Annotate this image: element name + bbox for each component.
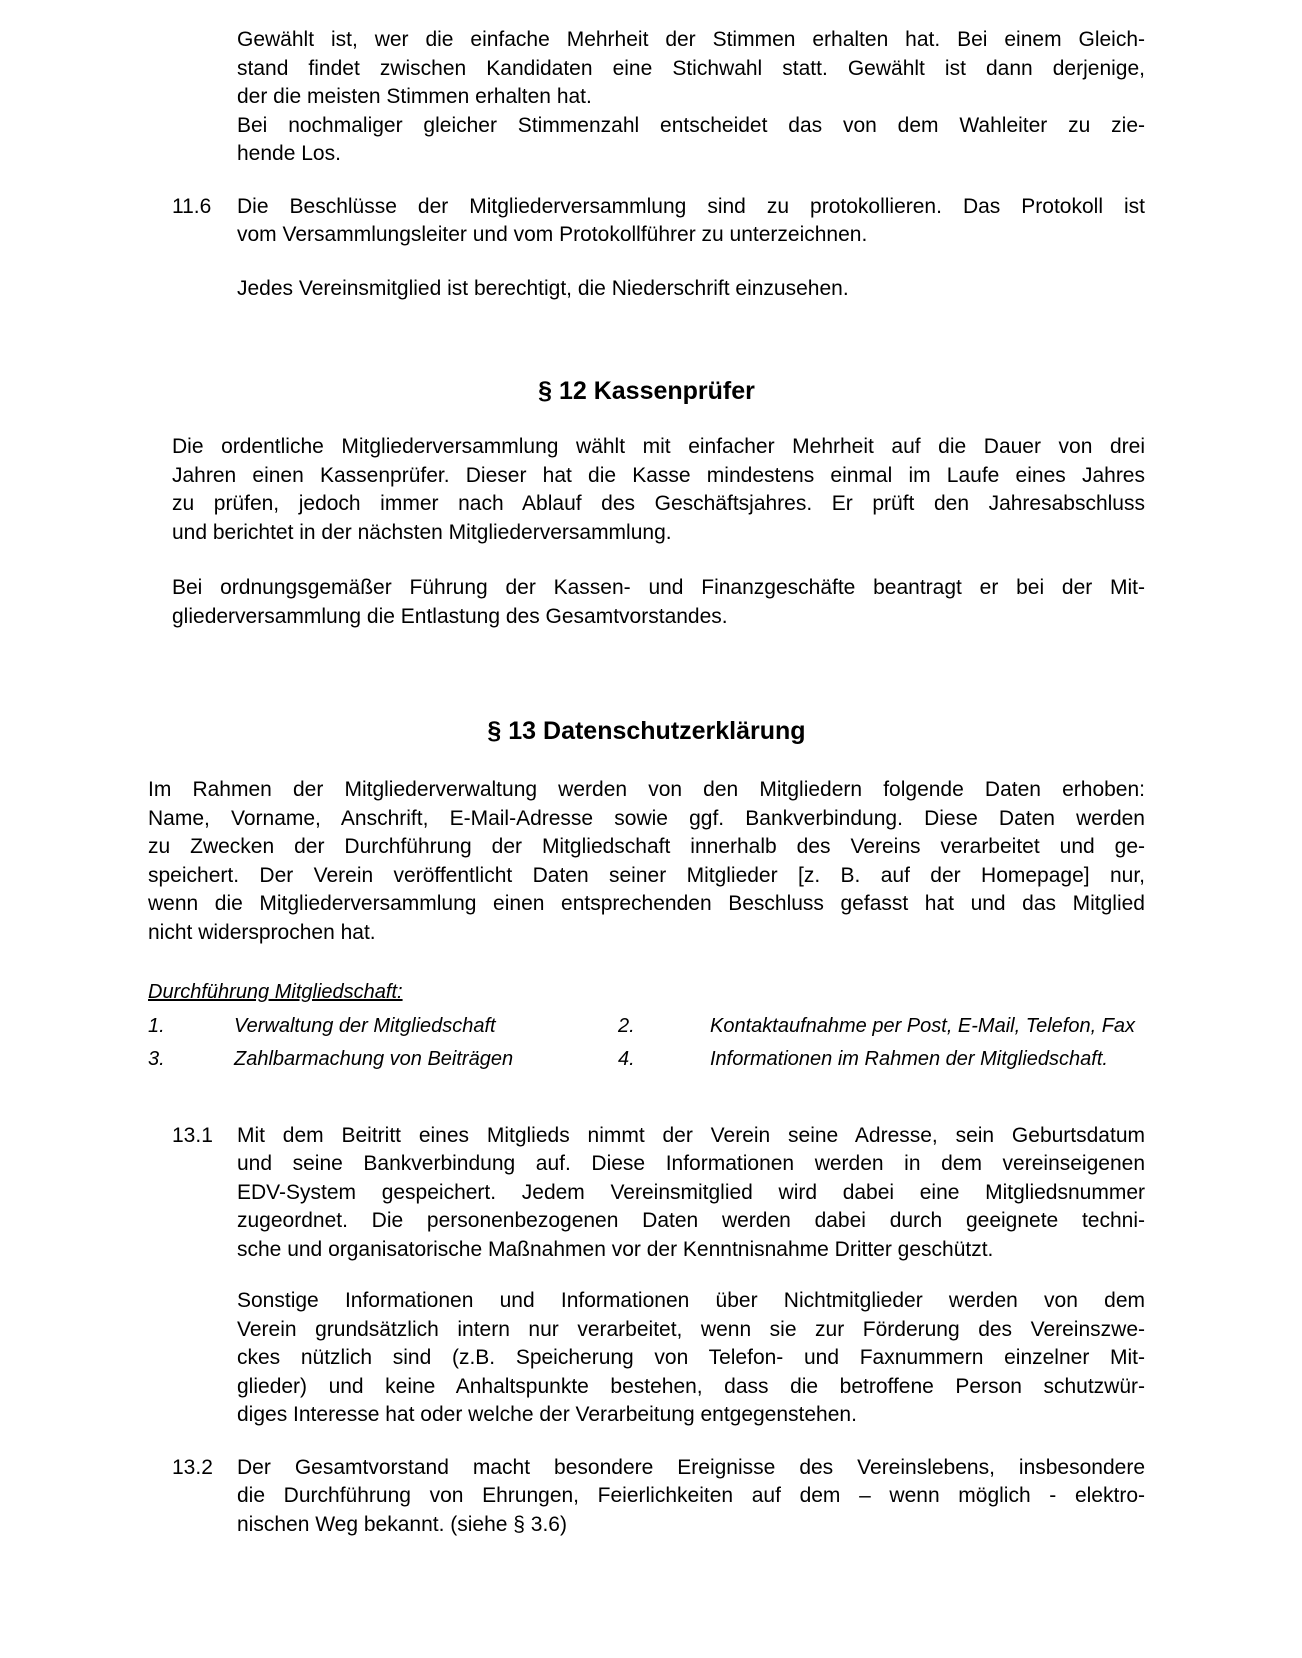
clause-number: 11.6	[172, 194, 212, 218]
paragraph	[172, 574, 1145, 631]
paragraph	[237, 112, 1145, 169]
list-item-text: Zahlbarmachung von Beiträgen	[234, 1047, 514, 1070]
section-13-heading: § 13 Datenschutzerklärung	[487, 717, 806, 745]
clause-body	[237, 193, 1145, 304]
section-13-intro	[148, 776, 1145, 947]
text-line: speichert. Der Verein veröffentlicht Daten seiner Mitglieder [z. B. auf der Homepage] nur,	[148, 863, 1145, 887]
text-line: zugeordnet. Die personenbezogenen Daten werden dabei durch geeignete techni-	[237, 1209, 1145, 1232]
text-line: hende Los.	[237, 142, 341, 165]
list-item-number: 3.	[148, 1047, 165, 1070]
text-line: nicht widersprochen hat.	[148, 920, 376, 944]
text-line: Bei ordnungsgemäßer Führung der Kassen- und Finanzgeschäfte beantragt er bei der Mit-	[172, 576, 1145, 599]
text-line: Die Beschlüsse der Mitgliederversammlung sind zu protokollieren. Das Protokoll ist	[237, 194, 1145, 218]
text-line: und seine Bankverbindung auf. Diese Informationen werden in dem vereinseigenen	[237, 1152, 1145, 1175]
text-line: glieder) und keine Anhaltspunkte bestehen, dass die betroffene Person schutzwür-	[237, 1374, 1145, 1398]
text-line: EDV-System gespeichert. Jedem Vereinsmitglied wird dabei eine Mitgliedsnummer	[237, 1180, 1145, 1204]
intro-block	[237, 26, 1145, 169]
text-line: Name, Vorname, Anschrift, E-Mail-Adresse sowie ggf. Bankverbindung. Diese Daten werden	[148, 806, 1145, 830]
text-line: zu prüfen, jedoch immer nach Ablauf des Geschäftsjahres. Er prüft den Jahresabschluss	[172, 492, 1145, 515]
text-line: gliederversammlung die Entlastung des Gesamtvorstandes.	[172, 604, 728, 628]
text-line: Der Gesamtvorstand macht besondere Ereignisse des Vereinslebens, insbesondere	[237, 1455, 1145, 1479]
text-line: vom Versammlungsleiter und vom Protokollführer zu unterzeichnen.	[237, 223, 868, 246]
clause-body	[237, 1122, 1145, 1430]
text-line: wenn die Mitgliederversammlung einen entsprechenden Beschluss gefasst hat und das Mitglied	[148, 892, 1145, 915]
list-item-text: Verwaltung der Mitgliedschaft	[234, 1014, 496, 1037]
clause-11-6	[172, 193, 1145, 304]
text-line: Sonstige Informationen und Informationen über Nichtmitglieder werden von dem	[237, 1289, 1145, 1312]
text-line: Im Rahmen der Mitgliederverwaltung werden von den Mitgliedern folgende Daten erhoben:	[148, 778, 1145, 801]
text-line: zu Zwecken der Durchführung der Mitgliedschaft innerhalb des Vereins verarbeitet und ge-	[148, 835, 1145, 858]
list-item-number: 4.	[618, 1047, 635, 1070]
text-line: diges Interesse hat oder welche der Verarbeitung entgegenstehen.	[237, 1403, 857, 1426]
membership-list	[148, 1010, 1145, 1076]
paragraph	[237, 1122, 1145, 1265]
membership-list-title: Durchführung Mitgliedschaft:	[148, 981, 403, 1003]
text-line: Verein grundsätzlich intern nur verarbeitet, wenn sie zur Förderung des Vereinszwe-	[237, 1317, 1145, 1341]
paragraph	[237, 1287, 1145, 1430]
text-line: Jedes Vereinsmitglied ist berechtigt, die Niederschrift einzusehen.	[237, 276, 849, 300]
text-line: Mit dem Beitritt eines Mitglieds nimmt der Verein seine Adresse, sein Geburtsdatum	[237, 1123, 1145, 1147]
paragraph	[237, 1454, 1145, 1540]
list-item-number: 1.	[148, 1014, 165, 1037]
paragraph	[237, 275, 1145, 304]
text-line: und berichtet in der nächsten Mitgliederversammlung.	[172, 520, 672, 544]
clause-number: 13.2	[172, 1455, 213, 1479]
section-12-heading: § 12 Kassenprüfer	[538, 377, 755, 405]
list-item-text: Informationen im Rahmen der Mitgliedschaft.	[710, 1047, 1108, 1070]
text-line: Bei nochmaliger gleicher Stimmenzahl entscheidet das von dem Wahleiter zu zie-	[237, 113, 1145, 137]
paragraph	[237, 26, 1145, 112]
list-item-number: 2.	[618, 1014, 635, 1037]
list-item-text: Kontaktaufnahme per Post, E-Mail, Telefon, Fax	[710, 1014, 1136, 1037]
text-line: die Durchführung von Ehrungen, Feierlichkeiten auf dem – wenn möglich - elektro-	[237, 1484, 1145, 1507]
clause-13-2	[172, 1454, 1145, 1540]
text-line: stand findet zwischen Kandidaten eine Stichwahl statt. Gewählt ist dann derjenige,	[237, 56, 1145, 80]
paragraph	[172, 433, 1145, 547]
text-line: sche und organisatorische Maßnahmen vor der Kenntnisnahme Dritter geschützt.	[237, 1237, 994, 1261]
text-line: Jahren einen Kassenprüfer. Dieser hat die Kasse mindestens einmal im Laufe eines Jahres	[172, 463, 1145, 487]
clause-number: 13.1	[172, 1123, 213, 1147]
text-line: Die ordentliche Mitgliederversammlung wählt mit einfacher Mehrheit auf die Dauer von drei	[172, 435, 1145, 458]
clause-body	[237, 1454, 1145, 1540]
clause-13-1	[172, 1122, 1145, 1430]
text-line: Gewählt ist, wer die einfache Mehrheit der Stimmen erhalten hat. Bei einem Gleich-	[237, 28, 1145, 51]
text-line: der die meisten Stimmen erhalten hat.	[237, 85, 592, 108]
paragraph	[237, 193, 1145, 250]
section-12-body	[172, 433, 1145, 631]
text-line: nischen Weg bekannt. (siehe § 3.6)	[237, 1512, 567, 1536]
paragraph	[148, 776, 1145, 947]
text-line: ckes nützlich sind (z.B. Speicherung von Telefon- und Faxnummern einzelner Mit-	[237, 1346, 1145, 1369]
